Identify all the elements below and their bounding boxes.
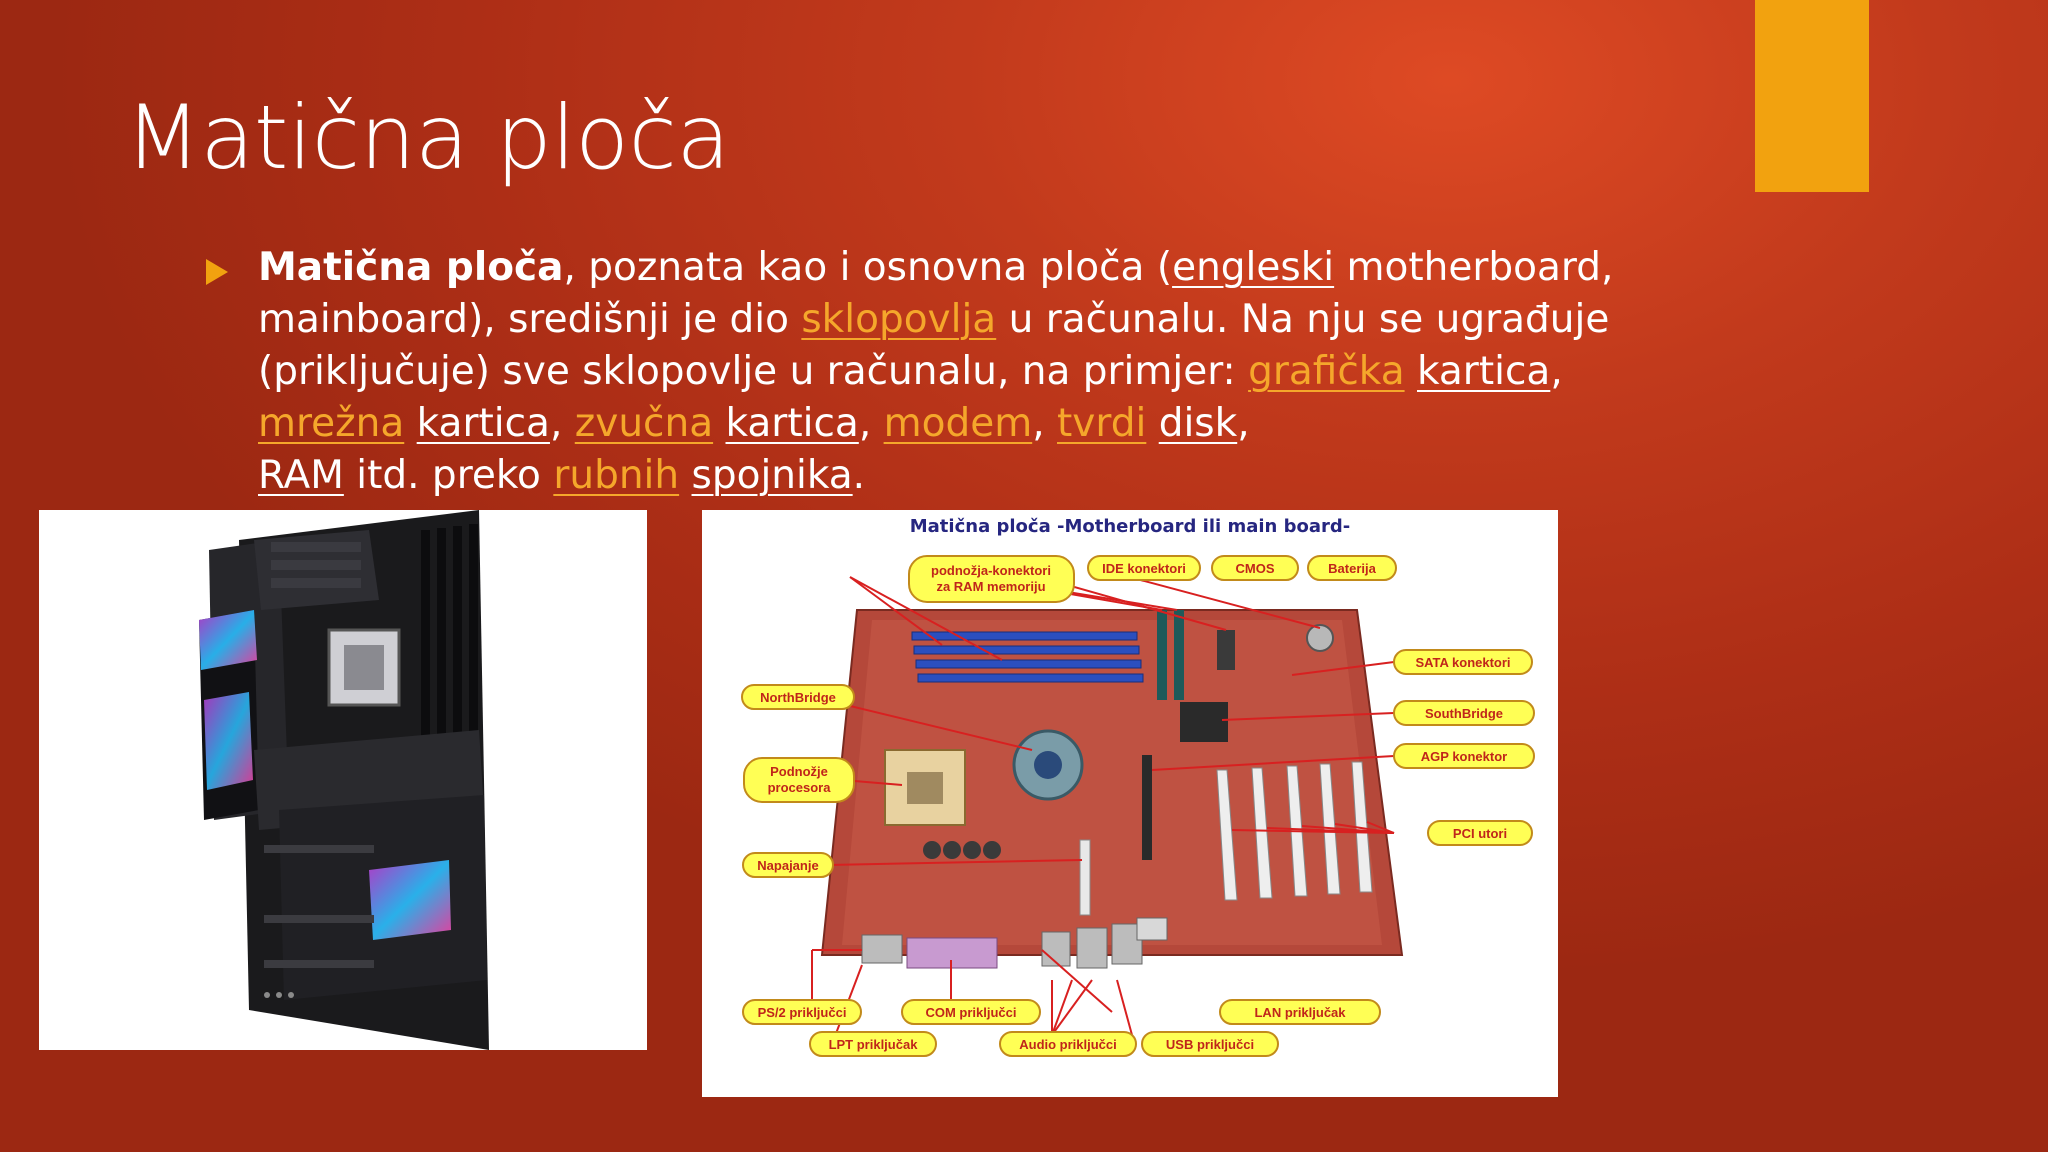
label-agp: AGP konektor	[1420, 749, 1508, 764]
label-com: COM priključci	[925, 1005, 1017, 1020]
link-kartica-2[interactable]: kartica	[416, 401, 550, 446]
label-sata: SATA konektori	[1415, 655, 1511, 670]
label-napajanje: Napajanje	[757, 858, 819, 873]
slide-title: Matična ploča	[125, 86, 730, 189]
separator: ,	[858, 401, 884, 446]
label-ram-line1: podnožja-konektori	[931, 563, 1051, 578]
label-ps2: PS/2 priključci	[757, 1005, 847, 1020]
label-ram-line2: za RAM memoriju	[936, 579, 1046, 594]
link-spojnika[interactable]: spojnika	[691, 453, 853, 498]
label-northbridge: NorthBridge	[760, 690, 836, 705]
text-run: motherboard, mainboard), središnji je dio	[258, 245, 1614, 342]
label-cpu-line1: Podnožje	[770, 764, 828, 779]
link-graficka[interactable]: grafička	[1248, 349, 1405, 394]
link-tvrdi[interactable]: tvrdi	[1057, 401, 1147, 446]
label-audio: Audio priključci	[1019, 1037, 1117, 1052]
separator: ,	[549, 401, 575, 446]
motherboard-diagram-graphic	[702, 510, 1558, 1097]
label-baterija: Baterija	[1328, 561, 1376, 576]
label-usb: USB priključci	[1165, 1037, 1255, 1052]
label-southbridge: SouthBridge	[1425, 706, 1503, 721]
motherboard-photo	[39, 510, 647, 1050]
link-disk[interactable]: disk	[1158, 401, 1238, 446]
motherboard-illustration	[39, 510, 647, 1050]
accent-bar	[1755, 0, 1869, 192]
diagram-title: Matična ploča -Motherboard ili main board-	[909, 516, 1351, 537]
motherboard-diagram	[702, 510, 1558, 1097]
label-lan: LAN priključak	[1254, 1005, 1346, 1020]
separator: ,	[1550, 349, 1563, 394]
bullet-arrow-icon	[206, 259, 228, 285]
bullet-paragraph	[258, 242, 1678, 502]
label-cmos: CMOS	[1235, 561, 1275, 576]
label-lpt: LPT priključak	[828, 1037, 918, 1052]
text-run: .	[852, 453, 866, 498]
label-cpu-line2: procesora	[767, 780, 831, 795]
link-kartica-1[interactable]: kartica	[1417, 349, 1551, 394]
separator: ,	[1237, 401, 1250, 446]
link-sklopovlja[interactable]: sklopovlja	[801, 297, 997, 342]
separator: ,	[1032, 401, 1057, 446]
label-pci: PCI utori	[1452, 826, 1508, 841]
label-ide: IDE konektori	[1102, 561, 1186, 576]
link-engleski[interactable]: engleski	[1172, 245, 1335, 290]
link-ram[interactable]: RAM	[258, 453, 344, 498]
link-zvucna[interactable]: zvučna	[574, 401, 714, 446]
link-mrezna[interactable]: mrežna	[258, 401, 405, 446]
text-run: , poznata kao i osnovna ploča (	[563, 245, 1173, 290]
text-run: u računalu. Na nju se ugrađuje (priključuje) sve sklopovlje u računalu, na primjer:	[258, 297, 1610, 394]
link-kartica-3[interactable]: kartica	[725, 401, 859, 446]
bullet-lead: Matična ploča	[258, 245, 564, 290]
link-rubnih[interactable]: rubnih	[553, 453, 680, 498]
link-modem[interactable]: modem	[883, 401, 1033, 446]
text-run: itd. preko	[343, 453, 554, 498]
